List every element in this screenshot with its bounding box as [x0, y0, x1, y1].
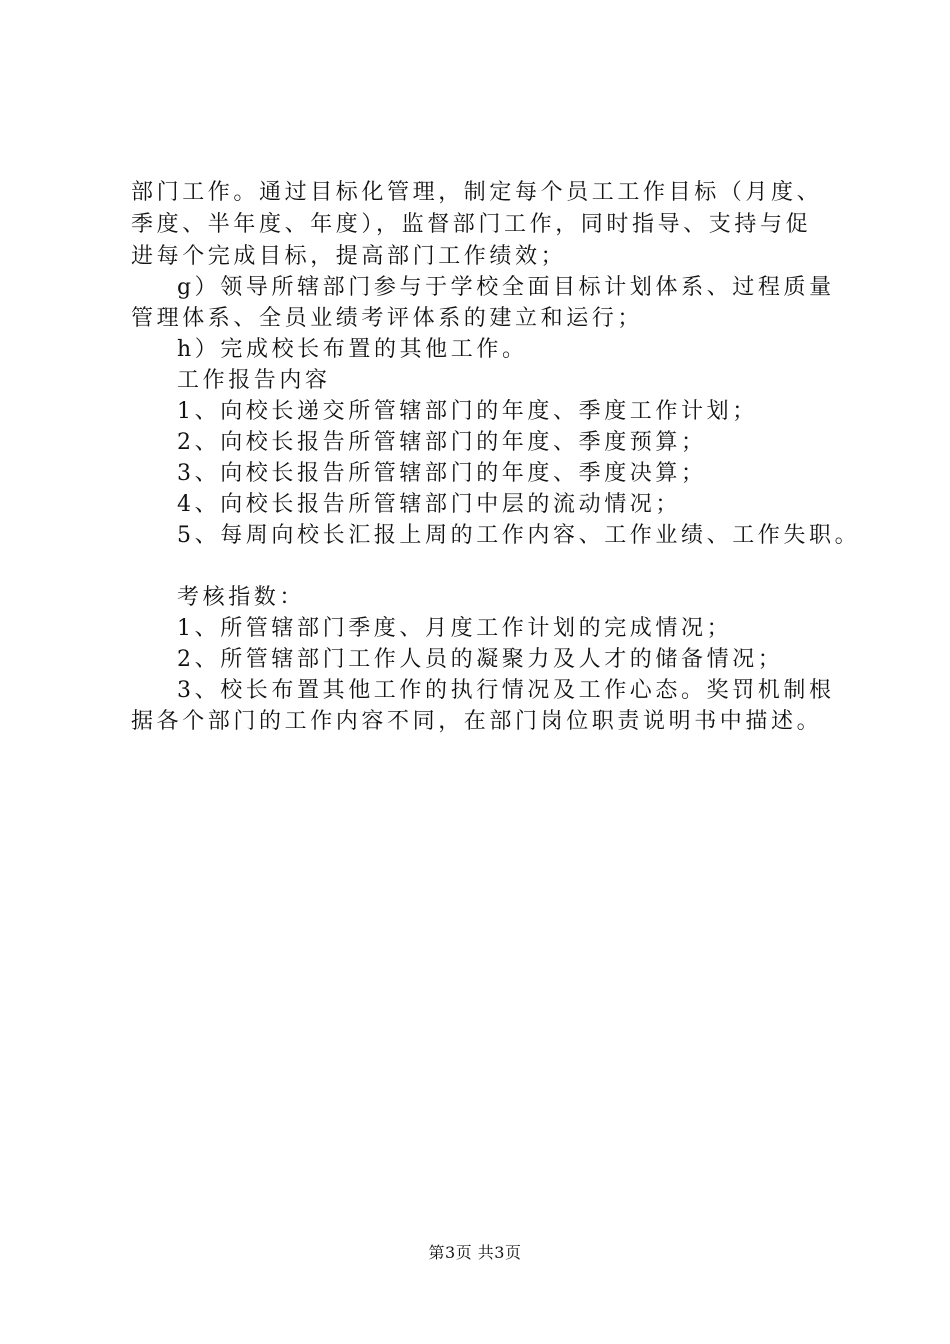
assessment-item-1: 1、所管辖部门季度、月度工作计划的完成情况； [177, 616, 733, 641]
body-line-1: 部门工作。通过目标化管理，制定每个员工工作目标（月度、 [131, 180, 823, 205]
assessment-item-3-line-2: 据各个部门的工作内容不同，在部门岗位职责说明书中描述。 [131, 709, 823, 734]
assessment-item-2: 2、所管辖部门工作人员的凝聚力及人才的储备情况； [177, 647, 784, 672]
report-item-1: 1、向校长递交所管辖部门的年度、季度工作计划； [177, 399, 758, 424]
body-line-2: 季度、半年度、年度），监督部门工作，同时指导、支持与促 [131, 212, 812, 237]
item-g-line-1: g）领导所辖部门参与于学校全面目标计划体系、过程质量 [177, 275, 835, 300]
report-item-3: 3、向校长报告所管辖部门的年度、季度决算； [177, 461, 707, 486]
page-footer: 第3页 共3页 [428, 1243, 522, 1262]
report-item-5: 5、每周向校长汇报上周的工作内容、工作业绩、工作失职。 [177, 523, 861, 548]
assessment-item-3-line-1: 3、校长布置其他工作的执行情况及工作心态。奖罚机制根 [177, 678, 835, 703]
section-heading-report: 工作报告内容 [177, 368, 331, 393]
section-heading-assessment: 考核指数： [177, 585, 306, 610]
item-h: h）完成校长布置的其他工作。 [177, 337, 528, 362]
report-item-4: 4、向校长报告所管辖部门中层的流动情况； [177, 492, 681, 517]
report-item-2: 2、向校长报告所管辖部门的年度、季度预算； [177, 430, 707, 455]
item-g-line-2: 管理体系、全员业绩考评体系的建立和运行； [131, 306, 644, 331]
body-line-3: 进每个完成目标，提高部门工作绩效； [131, 244, 567, 269]
